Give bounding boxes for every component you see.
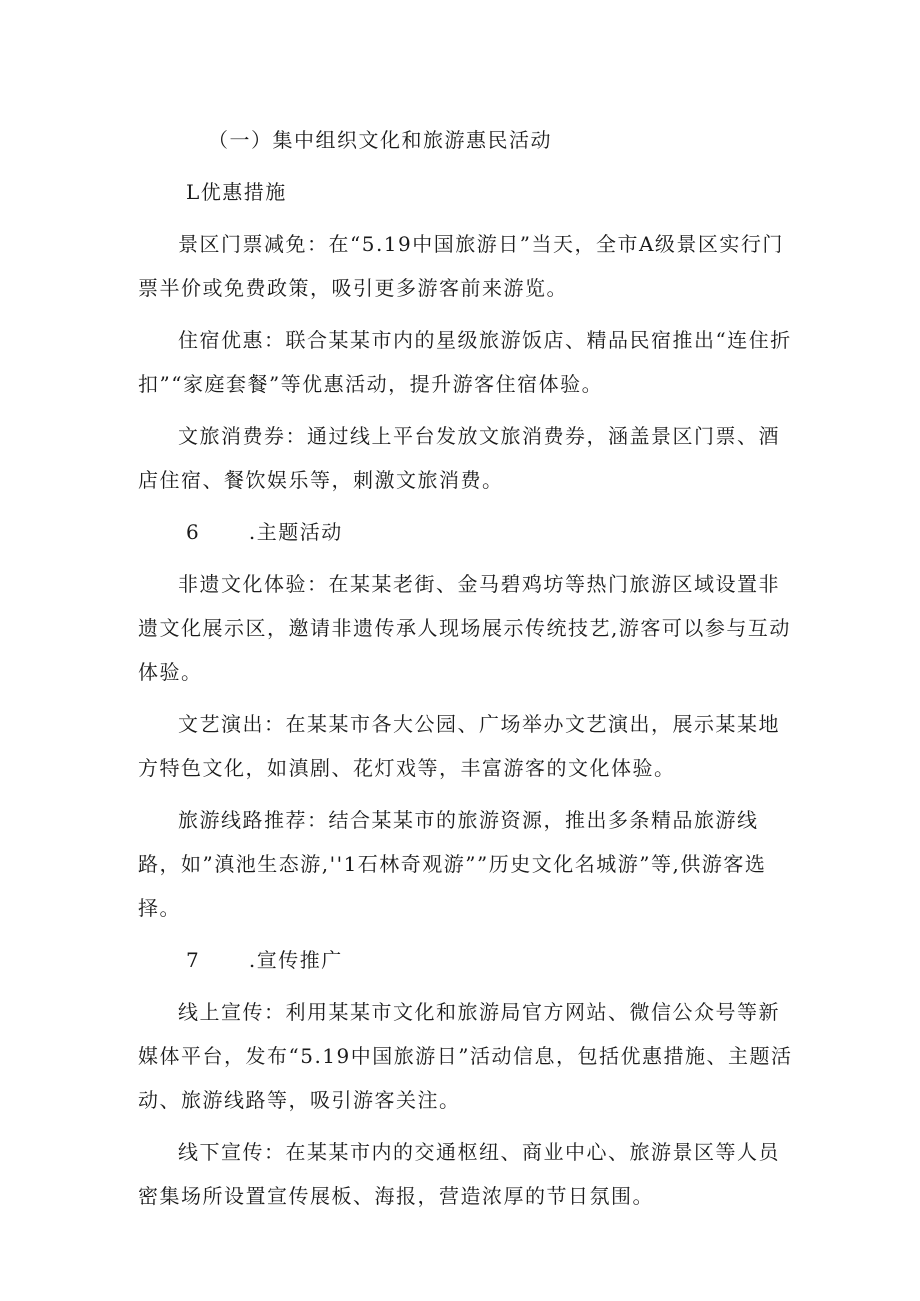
paragraph-route-recommendation: 旅游线路推荐：结合某某市的旅游资源，推出多条精品旅游线路，如”滇池生态游,''1石林奇观游””历史文化名城游”等,供游客选择。 [138,808,767,920]
paragraph-performances: 文艺演出：在某某市各大公园、广场举办文艺演出，展示某某地方特色文化，如滇剧、花灯戏等，丰富游客的文化体验。 [138,712,780,780]
subsection-title-theme-activities: 6 .主题活动 [186,520,343,544]
subsection-title-promotion: 7 .宣传推广 [186,948,343,972]
paragraph-voucher: 文旅消费券：通过线上平台发放文旅消费券，涵盖景区门票、酒店住宿、餐饮娱乐等，刺激文旅消费。 [138,424,780,492]
document-body [138,118,798,1218]
subsection-title-discounts: L优惠措施 [186,180,287,204]
paragraph-online-promotion: 线上宣传：利用某某市文化和旅游局官方网站、微信公众号等新媒体平台，发布“5.19中国旅游日”活动信息，包括优惠措施、主题活动、旅游线路等，吸引游客关注。 [138,1000,793,1112]
section-title: （一）集中组织文化和旅游惠民活动 [208,128,552,152]
paragraph-offline-promotion: 线下宣传：在某某市内的交通枢纽、商业中心、旅游景区等人员密集场所设置宣传展板、海报，营造浓厚的节日氛围。 [138,1140,780,1208]
paragraph-lodging-discount: 住宿优惠：联合某某市内的星级旅游饭店、精品民宿推出“连住折扣”“家庭套餐”等优惠活动，提升游客住宿体验。 [138,328,792,396]
paragraph-heritage-experience: 非遗文化体验：在某某老街、金马碧鸡坊等热门旅游区域设置非遗文化展示区，邀请非遗传承人现场展示传统技艺,游客可以参与互动体验。 [138,572,791,684]
paragraph-ticket-waiver: 景区门票减免：在“5.19中国旅游日”当天，全市A级景区实行门票半价或免费政策，吸引更多游客前来游览。 [138,232,784,300]
